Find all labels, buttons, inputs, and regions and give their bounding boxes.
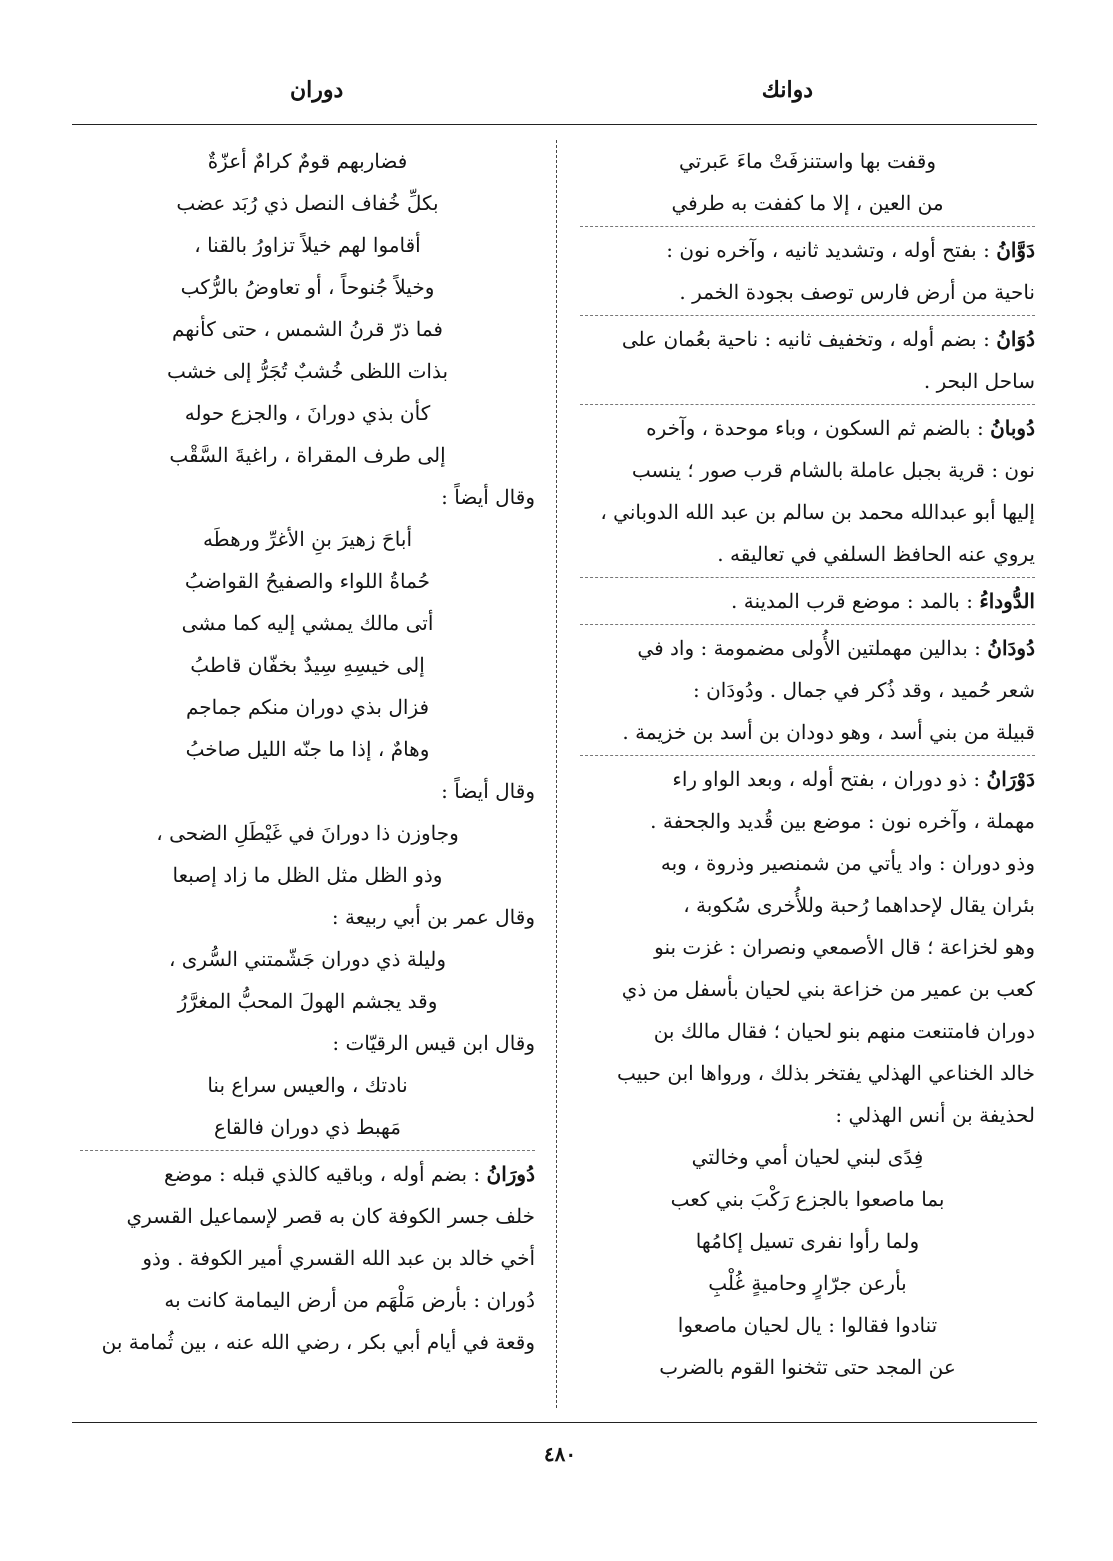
entry-headword: دَوْرَانُ [986,767,1035,791]
verse-hemistich: نادتك ، والعيس سراع بنا [207,1073,408,1097]
entry-line: خلف جسر الكوفة كان به قصر لإسماعيل القسري [126,1204,535,1228]
header-rule [72,124,1037,125]
entry-headword: دُوَانُ [996,327,1035,351]
entry-headword: دُورَانُ [486,1162,535,1186]
entry-line: ناحية من أرض فارس توصف بجودة الخمر . [679,280,1035,304]
dictionary-entry [580,758,1035,1136]
verse-hemistich: بأرعن جرّارٍ وحاميةٍ غُلْبِ [708,1271,907,1295]
entry-line: دُوَانُ : بضم أوله ، وتخفيف ثانيه : ناحية بعُمان على [621,327,1035,351]
entry-line: ساحل البحر . [923,369,1035,393]
entry-separator [580,226,1035,227]
verse-hemistich: كأن بذي دورانَ ، والجزع حوله [184,401,431,425]
entry-line: بئران يقال لإحداهما رُحبة وللأُخرى سُكوبة ، [683,893,1035,917]
entry-headword: دُوبانُ [990,416,1035,440]
verse-hemistich: بذات اللظى خُشبٌ تُجَرُّ إلى خشب [166,359,449,383]
dictionary-entry [580,229,1035,313]
entry-line: دوران فامتنعت منهم بنو لحيان ؛ فقال مالك بن [653,1019,1035,1043]
verse-hemistich: بما ماصعوا بالجزع رَكْبَ بني كعب [670,1187,945,1211]
dictionary-entry [80,1153,535,1363]
verse-hemistich: تنادوا فقالوا : يال لحيان ماصعوا [677,1313,938,1337]
verse-hemistich: فضاربهم قومٌ كرامٌ أعزّةٌ [207,149,408,173]
entry-line: دَوْرَانُ : ذو دوران ، بفتح أوله ، وبعد الواو راء [672,767,1035,791]
entry-line: كعب بن عمير من خزاعة بني لحيان بأسفل من ذي [621,977,1035,1001]
attribution-line: وقال أيضاً : [441,779,535,803]
verse-hemistich: إلى طرف المقراة ، راغيةَ السَّقْب [169,443,446,467]
verse-hemistich: من العين ، إلا ما كففت به طرفي [671,191,944,215]
entry-line: دَوَّانُ : بفتح أوله ، وتشديد ثانيه ، وآخره نون : [666,238,1035,262]
verse-block [80,812,535,896]
entry-line: وذو دوران : واد يأتي من شمنصير وذروة ، وبه [660,851,1035,875]
verse-block [580,1136,1035,1388]
page-number: ٤٨٠ [543,1442,577,1466]
left-column [80,140,535,1363]
entry-separator [580,577,1035,578]
entry-line: شعر حُميد ، وقد ذُكر في جمال . ودُودَان : [692,678,1035,702]
entry-line: دُوبانُ : بالضم ثم السكون ، وباء موحدة ، وآخره [646,416,1035,440]
verse-hemistich: حُماةُ اللواء والصفيحُ القواضبُ [184,569,431,593]
verse-hemistich: وليلة ذي دوران جَشّمتني السُّرى ، [168,947,447,971]
entry-line: يروي عنه الحافظ السلفي في تعاليقه . [717,542,1035,566]
verse-block [80,518,535,770]
dictionary-entry [580,318,1035,402]
verse-block [80,1064,535,1148]
verse-hemistich: ولما رأوا نفرى تسيل إكامُها [695,1229,920,1253]
verse-hemistich: فما ذرّ قرنُ الشمس ، حتى كأنهم [172,317,443,341]
entry-headword: دُودَانُ [987,636,1035,660]
verse-block [80,140,535,476]
entry-line: مهملة ، وآخره نون : موضع بين قُديد والجحفة . [650,809,1035,833]
verse-hemistich: بكلِّ خُفاف النصل ذي رُبَد عضب [176,191,439,215]
entry-line: نون : قرية بجبل عاملة بالشام قرب صور ؛ ينسب [631,458,1035,482]
attribution-line: وقال أيضاً : [441,485,535,509]
entry-line: إليها أبو عبدالله محمد بن سالم بن عبد الله الدوباني ، [600,500,1035,524]
verse-hemistich: مَهبط ذي دوران فالقاع [214,1115,401,1139]
dictionary-entry [580,627,1035,753]
entry-separator [580,755,1035,756]
entry-line: خالد الخناعي الهذلي يفتخر بذلك ، ورواها ابن حبيب [616,1061,1035,1085]
entry-line: دُوران : بأرض مَلْهَم من أرض اليمامة كانت به [164,1288,535,1312]
dictionary-entry [580,407,1035,575]
running-head-right: دوانك [761,77,813,103]
entry-line: لحذيفة بن أنس الهذلي : [835,1103,1035,1127]
verse-hemistich: وهامٌ ، إذا ما جنّه الليل صاخبُ [185,737,430,761]
opening-verse [580,140,1035,224]
verse-hemistich: أقاموا لهم خيلاً تزاورُ بالقنا ، [194,233,421,257]
dictionary-entry [580,580,1035,622]
verse-hemistich: وقد يجشم الهولَ المحبُّ المغرَّرُ [177,989,438,1013]
running-head-left: دوران [290,77,344,103]
entry-headword: الدُّوداءُ [979,589,1035,613]
entry-separator [80,1150,535,1151]
attribution-line: وقال عمر بن أبي ربيعة : [331,905,535,929]
entry-line: وقعة في أيام أبي بكر ، رضي الله عنه ، بين ثُمامة بن [101,1330,535,1354]
entry-separator [580,624,1035,625]
entry-headword: دَوَّانُ [996,238,1035,262]
verse-hemistich: وجاوزن ذا دورانَ في غَيْطَلِ الضحى ، [156,821,459,845]
verse-hemistich: أباحَ زهيرَ بنِ الأغرِّ ورهطَه [202,527,413,551]
column-divider [556,140,557,1408]
entry-line: وهو لخزاعة ؛ قال الأصمعي ونصران : غزت بنو [654,935,1035,959]
right-column [580,140,1035,1388]
verse-hemistich: وقفت بها واستنزفَتْ ماءَ عَبرتي [678,149,936,173]
entry-line: قبيلة من بني أسد ، وهو دودان بن أسد بن خزيمة . [622,720,1035,744]
verse-hemistich: فزال بذي دوران منكم جماجم [185,695,430,719]
verse-hemistich: عن المجد حتى تثخنوا القوم بالضرب [659,1355,956,1379]
entry-line: الدُّوداءُ : بالمد : موضع قرب المدينة . [731,589,1035,613]
verse-block [80,938,535,1022]
verse-hemistich: وذو الظل مثل الظل ما زاد إصبعا [172,863,443,887]
entry-separator [580,404,1035,405]
verse-hemistich: وخيلاً جُنوحاً ، أو تعاوضُ بالرُّكب [180,275,435,299]
entry-separator [580,315,1035,316]
verse-hemistich: أتى مالك يمشي إليه كما مشى [181,611,434,635]
verse-hemistich: فِدًى لبني لحيان أمي وخالتي [691,1145,924,1169]
entry-line: أخي خالد بن عبد الله القسري أمير الكوفة . وذو [142,1246,535,1270]
footer-rule [72,1422,1037,1423]
entry-line: دُودَانُ : بدالين مهملتين الأُولى مضمومة : واد في [637,636,1035,660]
verse-hemistich: إلى خيسِهِ سِيدٌ بخفّان قاطبُ [190,653,425,677]
attribution-line: وقال ابن قيس الرقيّات : [332,1031,535,1055]
entry-line: دُورَانُ : بضم أوله ، وباقيه كالذي قبله : موضع [164,1162,535,1186]
